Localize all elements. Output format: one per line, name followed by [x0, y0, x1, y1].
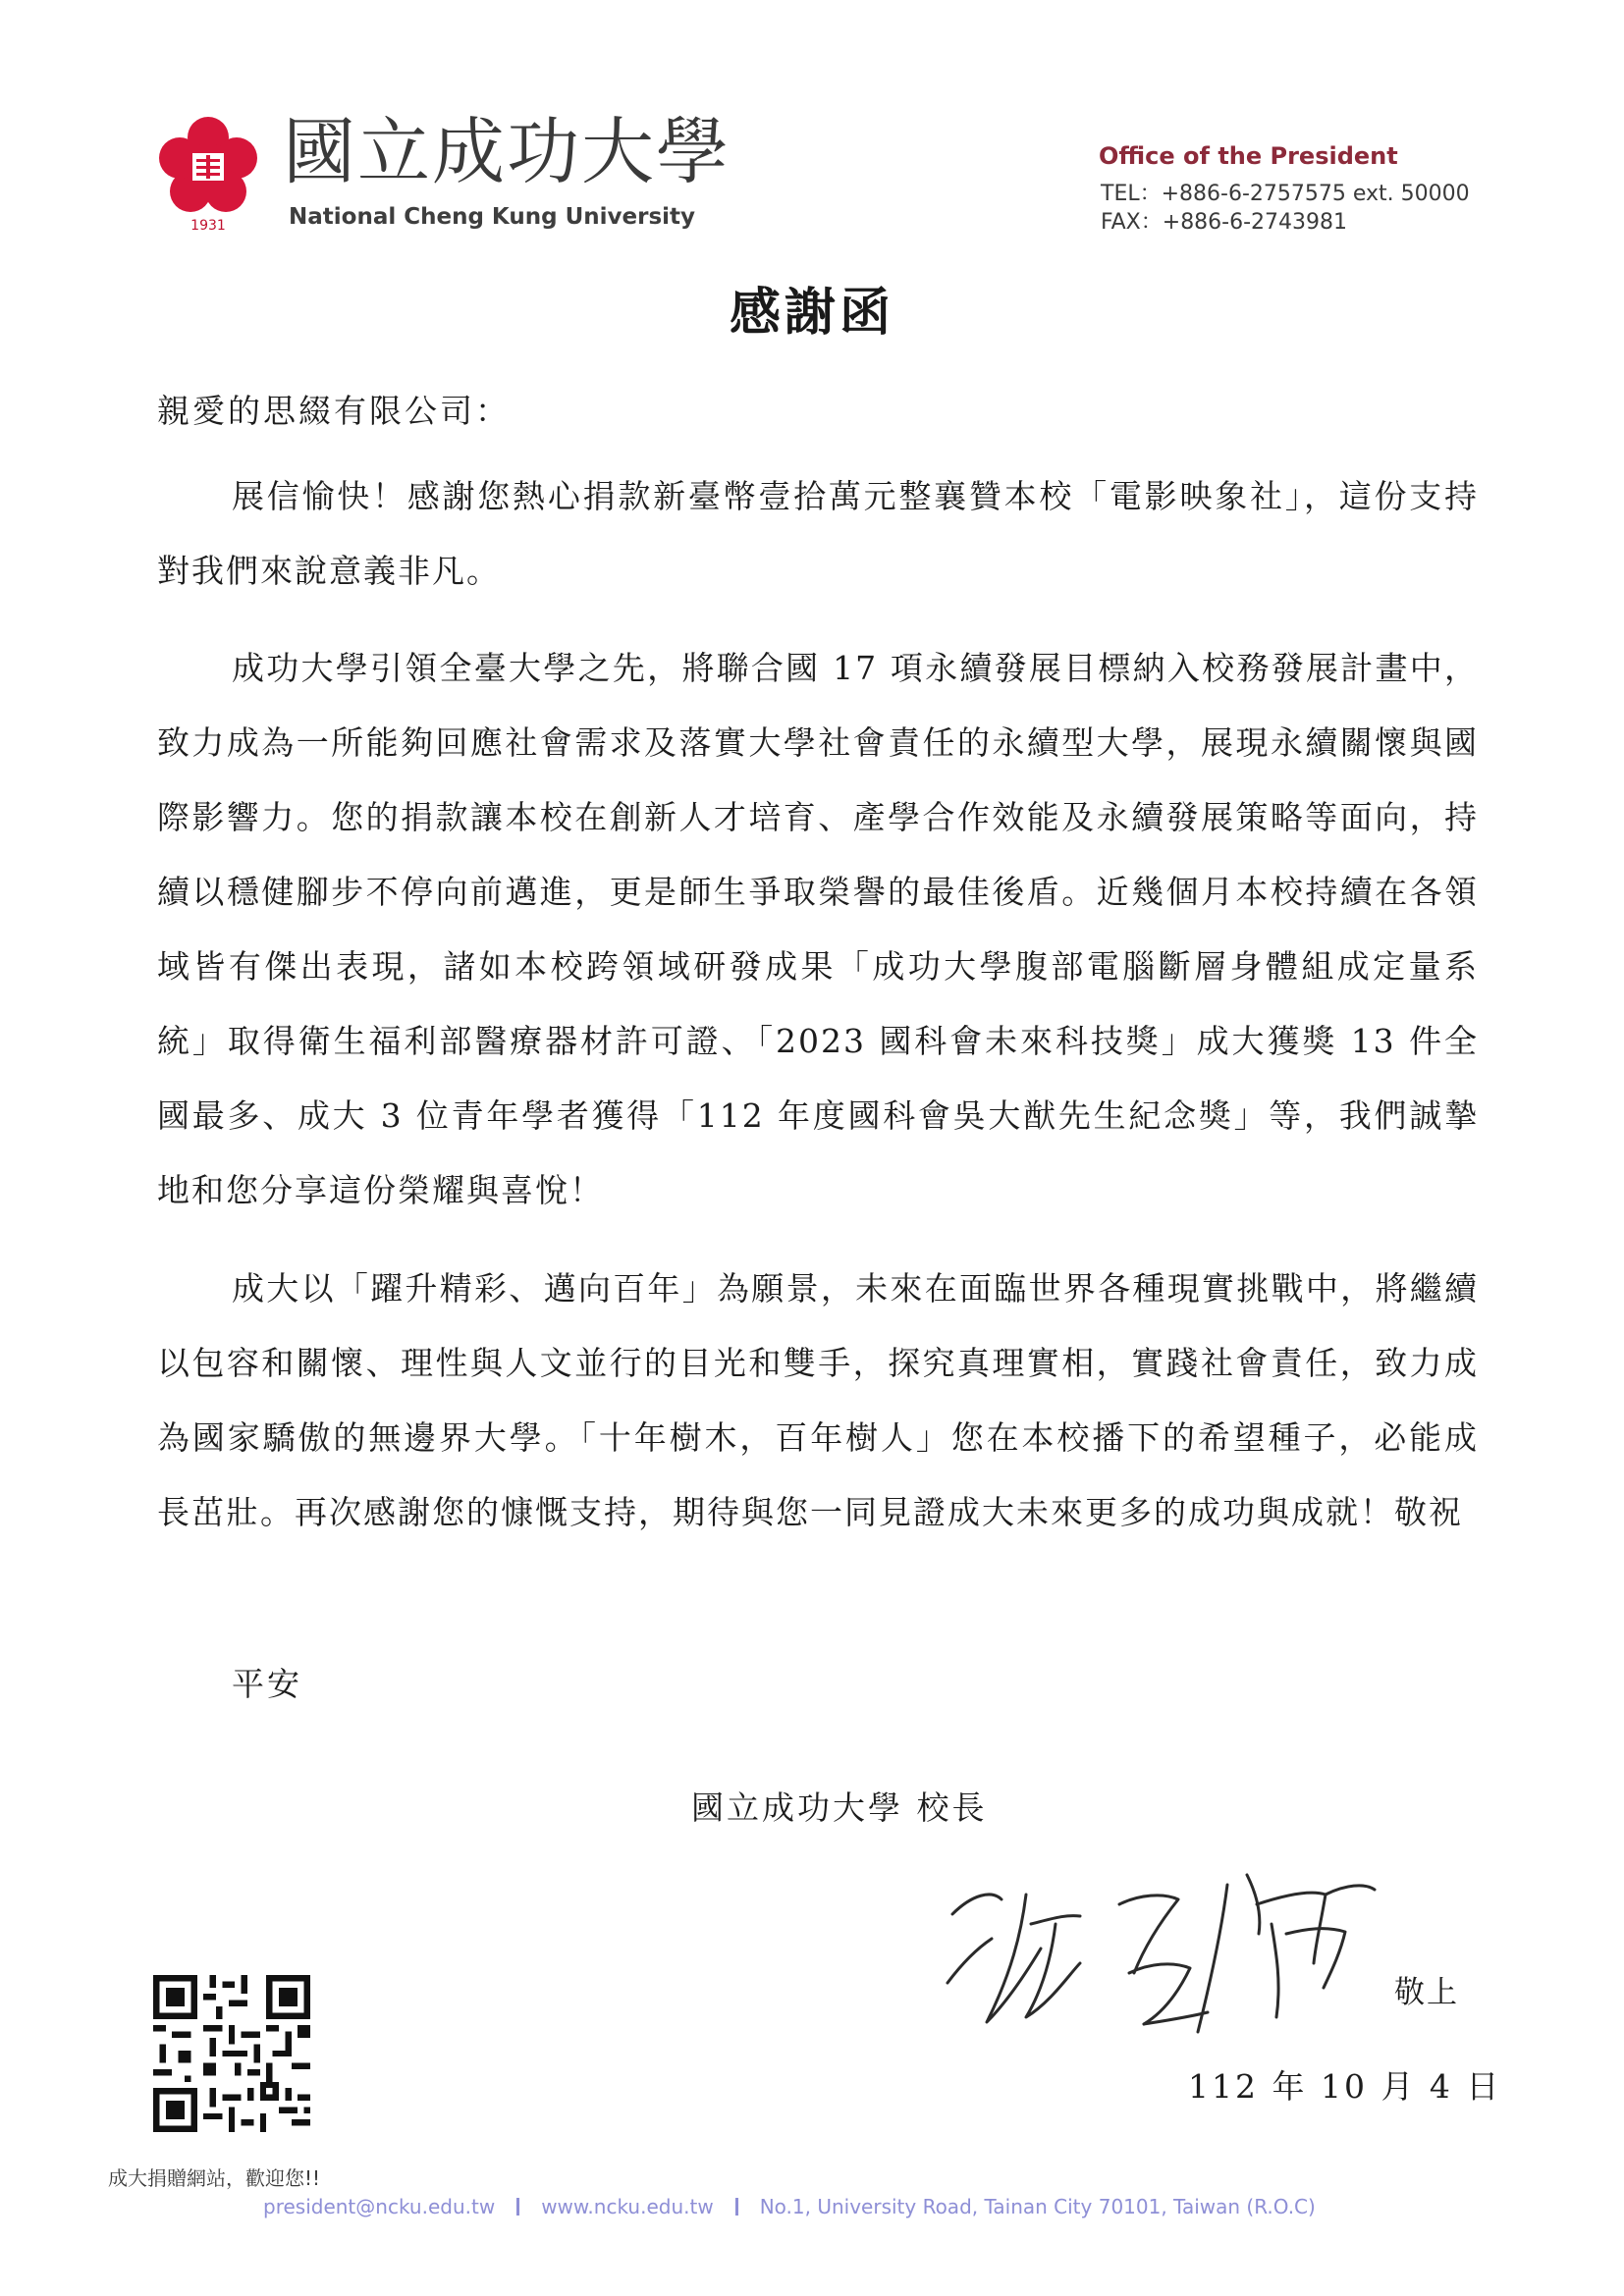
university-emblem-icon — [157, 116, 259, 218]
university-name-chinese: 國立成功大學 — [283, 110, 731, 194]
qr-caption: 成大捐贈網站，歡迎您!! — [108, 2166, 321, 2190]
office-title: Office of the President — [1099, 142, 1398, 170]
footer-separator — [735, 2198, 738, 2216]
footer-contact-bar — [263, 2195, 1316, 2218]
office-telephone: TEL：+886-6-2757575 ext. 50000 — [1101, 182, 1470, 206]
university-name-english: National Cheng Kung University — [289, 204, 695, 230]
letter-title: 感謝函 — [729, 283, 894, 343]
letter-paragraph: 成大以「躍升精彩、邁向百年」為願景，未來在面臨世界各種現實挑戰中，將繼續以包容和關懷、理性與人文並行的目光和雙手，探究真理實相，實踐社會責任，致力成為國家驕傲的無邊界大學。「十年樹木，百年樹人」您在本校播下的希望種子，必能成長茁壯。再次感謝您的慷慨支持，期待與您一同見證成大未來更多的成功與成就！敬祝 — [157, 1269, 1479, 1531]
logo-year: 1931 — [190, 218, 226, 234]
donation-qr-code[interactable] — [153, 1975, 310, 2132]
footer-website[interactable]: www.ncku.edu.tw — [541, 2195, 714, 2218]
closing-wish: 平安 — [232, 1665, 302, 1703]
handwritten-signature — [933, 1855, 1394, 2052]
letter-date: 112 年 10 月 4 日 — [1188, 2067, 1502, 2106]
salutation: 親愛的思綴有限公司： — [157, 392, 511, 430]
letter-paragraph: 展信愉快！感謝您熱心捐款新臺幣壹拾萬元整襄贊本校「電影映象社」，這份支持對我們來說意義非凡。 — [157, 477, 1479, 590]
letter-paragraph: 成功大學引領全臺大學之先，將聯合國 17 項永續發展目標納入校務發展計畫中，致力成為一所能夠回應社會需求及落實大學社會責任的永續型大學，展現永續關懷與國際影響力。您的捐款讓本校在創新人才培育、產學合作效能及永續發展策略等面向，持續以穩健腳步不停向前邁進，更是師生爭取榮譽的最佳後盾。近幾個月本校持續在各領域皆有傑出表現，諸如本校跨領域研發成果「成功大學腹部電腦斷層身體組成定量系統」取得衛生福利部醫療器材許可證、「2023 國科會未來科技獎」成大獲獎 13 件全國最多、成大 3 位青年學者獲得「112 年度國科會吳大猷先生紀念獎」等，我們誠摯地和您分享這份榮耀與喜悅！ — [157, 649, 1479, 1209]
footer-email[interactable]: president@ncku.edu.tw — [263, 2195, 496, 2218]
office-fax: FAX：+886-6-2743981 — [1101, 210, 1348, 235]
footer-address: No.1, University Road, Tainan City 70101, Taiwan (R.O.C) — [759, 2195, 1316, 2218]
footer-separator — [516, 2198, 519, 2216]
respect-closing: 敬上 — [1394, 1975, 1459, 2010]
signatory-organization: 國立成功大學 校長 — [691, 1789, 988, 1827]
